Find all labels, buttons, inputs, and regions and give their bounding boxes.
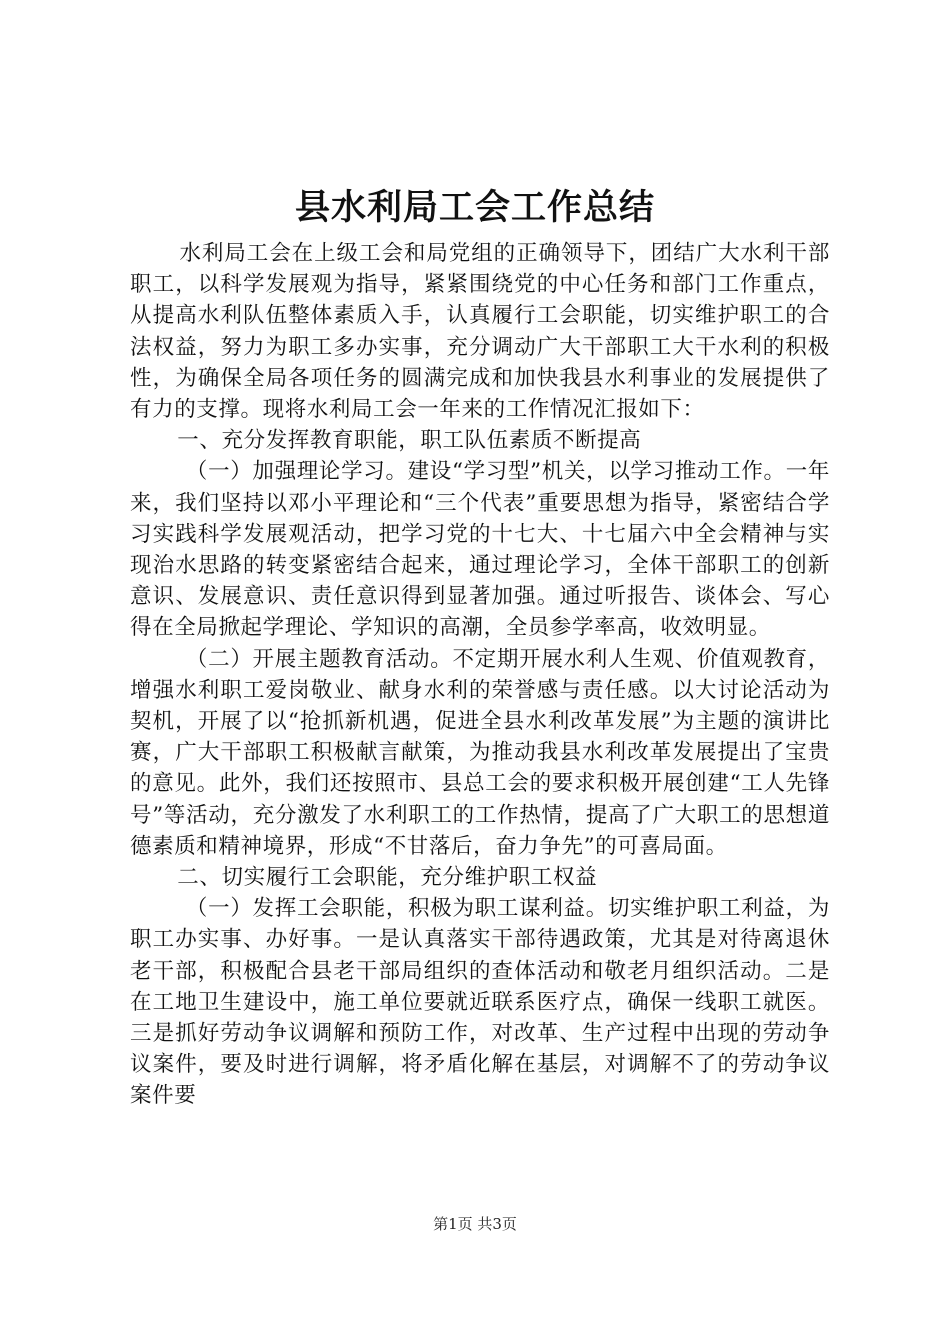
document-title: 县水利局工会工作总结 bbox=[294, 188, 655, 228]
subsection-paragraph-1-2: （二）开展主题教育活动。不定期开展水利人生观、价值观教育，增强水利职工爱岗敬业、献身水利的荣誉感与责任感。以大讨论活动为契机，开展了以“抢抓新机遇，促进全县水利改革发展”为主题的演讲比赛，广大干部职工积极献言献策，为推动我县水利改革发展提出了宝贵的意见。此外，我们还按照市、县总工会的要求积极开展创建“工人先锋号”等活动，充分激发了水利职工的工作热情，提高了广大职工的思想道德素质和精神境界，形成“不甘落后，奋力争先”的可喜局面。 bbox=[130, 646, 830, 859]
intro-paragraph: 水利局工会在上级工会和局党组的正确领导下，团结广大水利干部职工，以科学发展观为指导，紧紧围绕党的中心任务和部门工作重点，从提高水利队伍整体素质入手，认真履行工会职能，切实维护职工的合法权益，努力为职工多办实事，充分调动广大干部职工大干水利的积极性，为确保全局各项任务的圆满完成和加快我县水利事业的发展提供了有力的支撑。现将水利局工会一年来的工作情况汇报如下： bbox=[130, 241, 830, 423]
document-body bbox=[130, 238, 830, 1112]
subsection-paragraph-2-1: （一）发挥工会职能，积极为职工谋利益。切实维护职工利益，为职工办实事、办好事。一是认真落实干部待遇政策，尤其是对待离退休老干部，积极配合县老干部局组织的查体活动和敬老月组织活动。二是在工地卫生建设中，施工单位要就近联系医疗点，确保一线职工就医。三是抓好劳动争议调解和预防工作，对改革、生产过程中出现的劳动争议案件，要及时进行调解，将矛盾化解在基层，对调解不了的劳动争议案件要 bbox=[130, 896, 830, 1109]
section-heading-2: 二、切实履行工会职能，充分维护职工权益 bbox=[177, 865, 598, 891]
subsection-paragraph-1-1: （一）加强理论学习。建设“学习型”机关，以学习推动工作。一年来，我们坚持以邓小平理论和“三个代表”重要思想为指导，紧密结合学习实践科学发展观活动，把学习党的十七大、十七届六中全会精神与实现治水思路的转变紧密结合起来，通过理论学习，全体干部职工的创新意识、发展意识、责任意识得到显著加强。通过听报告、谈体会、写心得在全局掀起学理论、学知识的高潮，全员参学率高，收效明显。 bbox=[130, 459, 830, 641]
page-number-footer: 第1页 共3页 bbox=[433, 1215, 517, 1233]
section-heading-1: 一、充分发挥教育职能，职工队伍素质不断提高 bbox=[177, 428, 642, 454]
